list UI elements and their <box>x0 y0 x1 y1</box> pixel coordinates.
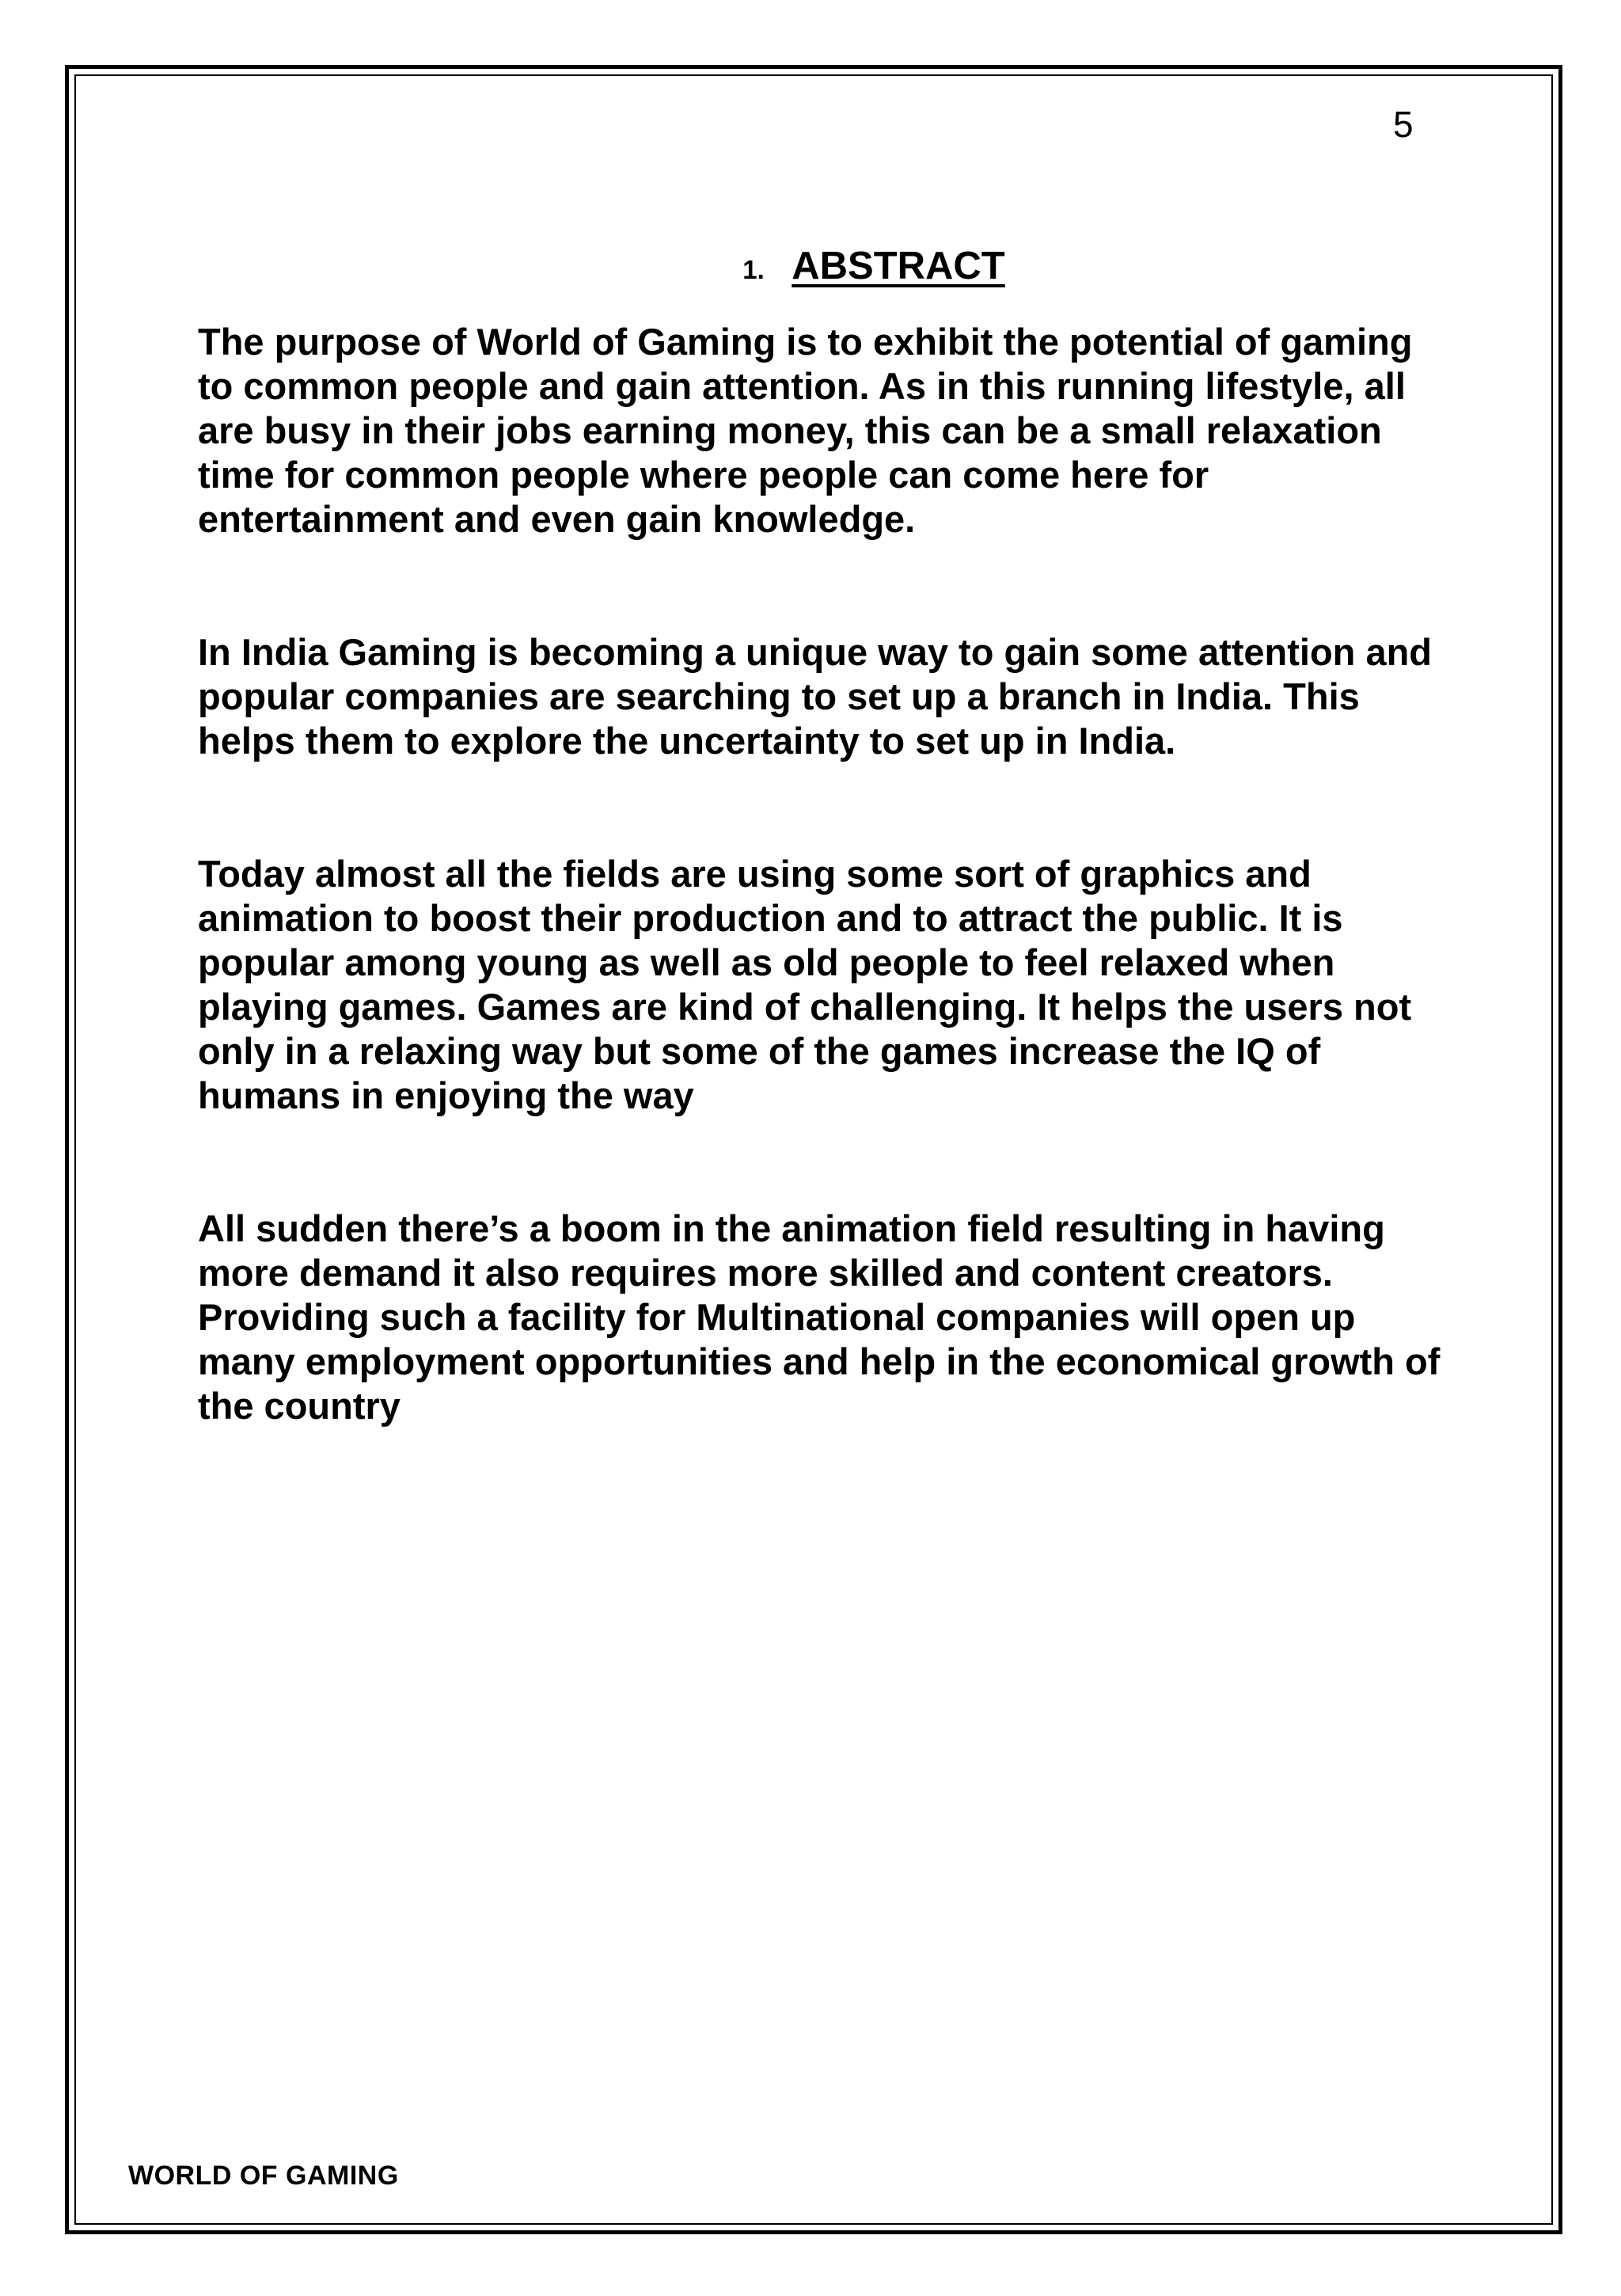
footer-label: WORLD OF GAMING <box>128 2161 399 2191</box>
abstract-paragraph-2: In India Gaming is becoming a unique way to gain some attention and popular companies are searching to set up a branch in India. This helps them to explore the uncertainty to set up in India. <box>198 631 1433 762</box>
section-heading <box>0 247 1621 286</box>
abstract-body <box>198 320 1441 1517</box>
abstract-paragraph-1: The purpose of World of Gaming is to exhibit the potential of gaming to common people and gain attention. As in this running lifestyle, all are busy in their jobs earning money, this can be a small relaxation time for common people where people can come here for entertainment and even gain knowledge. <box>198 321 1413 540</box>
section-heading-inner <box>742 247 1004 286</box>
page-number: 5 <box>1393 104 1414 145</box>
abstract-paragraph-4: All sudden there’s a boom in the animation field resulting in having more demand it also requires more skilled and content creators. Providing such a facility for Multinational companies will open up many employment opportunities and help in the economical growth of the country <box>198 1207 1441 1427</box>
section-number: 1. <box>742 255 765 284</box>
abstract-paragraph-3: Today almost all the fields are using some sort of graphics and animation to boost their production and to attract the public. It is popular among young as well as old people to feel relaxed when playing games. Games are kind of challenging. It helps the users not only in a relaxing way but some of the games increase the IQ of humans in enjoying the way <box>198 853 1412 1116</box>
section-title: ABSTRACT <box>792 245 1005 287</box>
